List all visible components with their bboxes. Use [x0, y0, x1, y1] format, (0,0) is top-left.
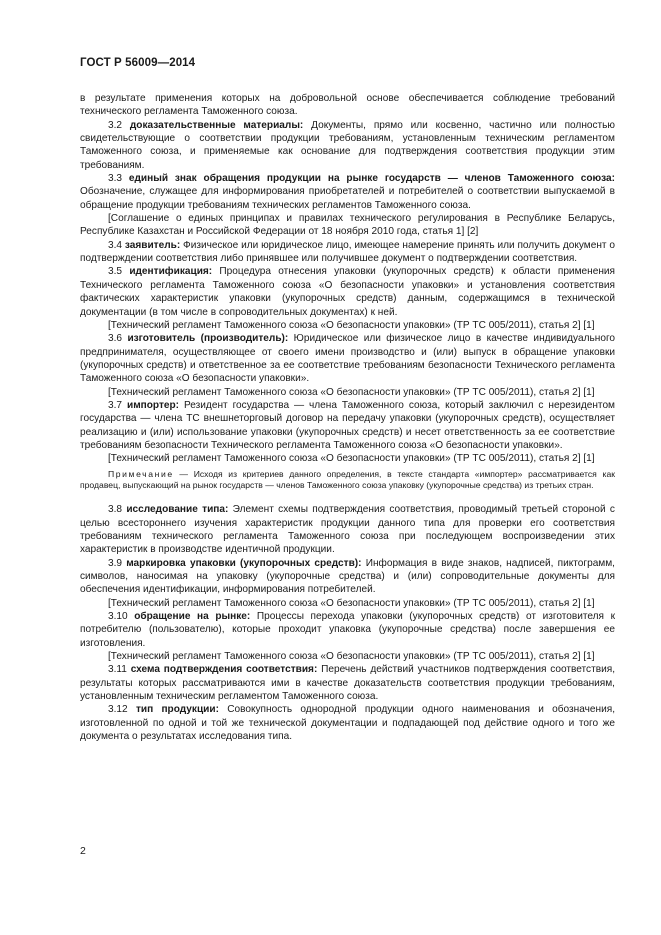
- page-number: 2: [80, 845, 86, 857]
- note-text: Примечание — Исходя из критериев данного определения, в тексте стандарта «импортер» рассматривается как продавец, выпускающий на рынок государств — членов Таможенного союза упаковку (укупорочные средства) из третьих стран.: [80, 468, 615, 490]
- term-3-9: 3.9 маркировка упаковки (укупорочных средств): Информация в виде знаков, надписей, пиктограмм, символов, наносимая на упаковку (укупорочные средства) и (или) сопроводительные документы для обеспечения идентификации, информирования потребителей.: [80, 557, 615, 596]
- term-3-2: 3.2 доказательственные материалы: Документы, прямо или косвенно, частично или полностью свидетельствующие о соответствии продукции требованиям, установленным техническим регламентом Таможенного союза, и применяемые как основание для подтверждения соответствия продукции этим требованиям.: [80, 119, 616, 171]
- reference-3-3: [Соглашение о единых принципах и правилах технического регулирования в Республике Беларусь, Республике Казахстан и Российской Федерации от 18 ноября 2010 года, статья 1] [2]: [80, 213, 615, 238]
- term-3-7: 3.7 импортер: Резидент государства — члена Таможенного союза, который заключил с нерезидентом государства — члена ТС внешнеторговый договор на передачу упаковки (укупорочных средств), осуществляет реализацию и (или) использование упаковки (укупорочных средств) и несет ответственность за ее соответствие требованиям безопасности Технического регламента Таможенного союза «О безопасности упаковки».: [80, 399, 615, 451]
- term-3-11: 3.11 схема подтверждения соответствия: Перечень действий участников подтверждения соответствия, результаты которых рассматриваются ими в качестве доказательств соответствия продукции требованиям, установленным техническим регламентом Таможенного союза.: [80, 664, 615, 703]
- reference-3-10: [Технический регламент Таможенного союза «О безопасности упаковки» (ТР ТС 005/2011), статья 2] [1]: [108, 651, 595, 662]
- document-body: [80, 92, 615, 743]
- term-3-6: 3.6 изготовитель (производитель): Юридическое или физическое лицо в качестве индивидуального предпринимателя, осуществляющее от своего имени производство и (или) выпуск в обращение упаковки (укупорочных средств) и ответственное за ее соответствие требованиям безопасности Технического регламента Таможенного союза «О безопасности упаковки».: [80, 333, 616, 385]
- note-label: Примечание: [108, 468, 174, 479]
- note-block: [80, 469, 615, 492]
- reference-3-7: [Технический регламент Таможенного союза «О безопасности упаковки» (ТР ТС 005/2011), статья 2] [1]: [108, 453, 595, 465]
- term-3-12: 3.12 тип продукции: Совокупность однородной продукции одного наименования и обозначения, изготовленной по одной и той же технической документации и подпадающей под действие одного и того же документа о результатах исследования типа.: [80, 704, 616, 743]
- reference-3-6: [Технический регламент Таможенного союза «О безопасности упаковки» (ТР ТС 005/2011), статья 2] [1]: [108, 386, 595, 398]
- term-3-4: 3.4 заявитель: Физическое или юридическое лицо, имеющее намерение принять или получить документ о подтверждении соответствия либо принявшее или получившее документ о подтверждении соответствия.: [80, 239, 615, 265]
- term-3-10: 3.10 обращение на рынке: Процессы перехода упаковки (укупорочных средств) от изготовителя к потребителю (пользователю), которые проходит упаковка (укупорочные средства) после завершения ее изготовления.: [80, 610, 615, 649]
- document-header: ГОСТ Р 56009—2014: [80, 57, 196, 69]
- reference-3-5: [Технический регламент Таможенного союза «О безопасности упаковки» (ТР ТС 005/2011), статья 2] [1]: [108, 319, 595, 331]
- term-3-5: 3.5 идентификация: Процедура отнесения упаковки (укупорочных средств) к области применения Технического регламента Таможенного союза «О безопасности упаковки» и установления соответствия фактических характеристик упаковки (укупорочных средств) данным, содержащимся в технической документации (в том числе в сопроводительных документах) к ней.: [80, 266, 615, 318]
- term-3-8: 3.8 исследование типа: Элемент схемы подтверждения соответствия, проводимый третьей стороной с целью всестороннего изучения характеристик продукции данного типа для проверки его соответствия требованиям технического регламента Таможенного союза при последующем воспроизведении этих характеристик в производстве идентичной продукции.: [80, 504, 615, 556]
- reference-3-9: [Технический регламент Таможенного союза «О безопасности упаковки» (ТР ТС 005/2011), статья 2] [1]: [108, 597, 595, 609]
- paragraph-continuation: в результате применения которых на добровольной основе обеспечивается соблюдение требований технического регламента Таможенного союза.: [80, 93, 615, 118]
- term-3-3: 3.3 единый знак обращения продукции на рынке государств — членов Таможенного союза: Обозначение, служащее для информирования приобретателей и потребителей о соответствии выпускаемой в обращение продукции требованиям технических регламентов Таможенного союза.: [80, 173, 615, 211]
